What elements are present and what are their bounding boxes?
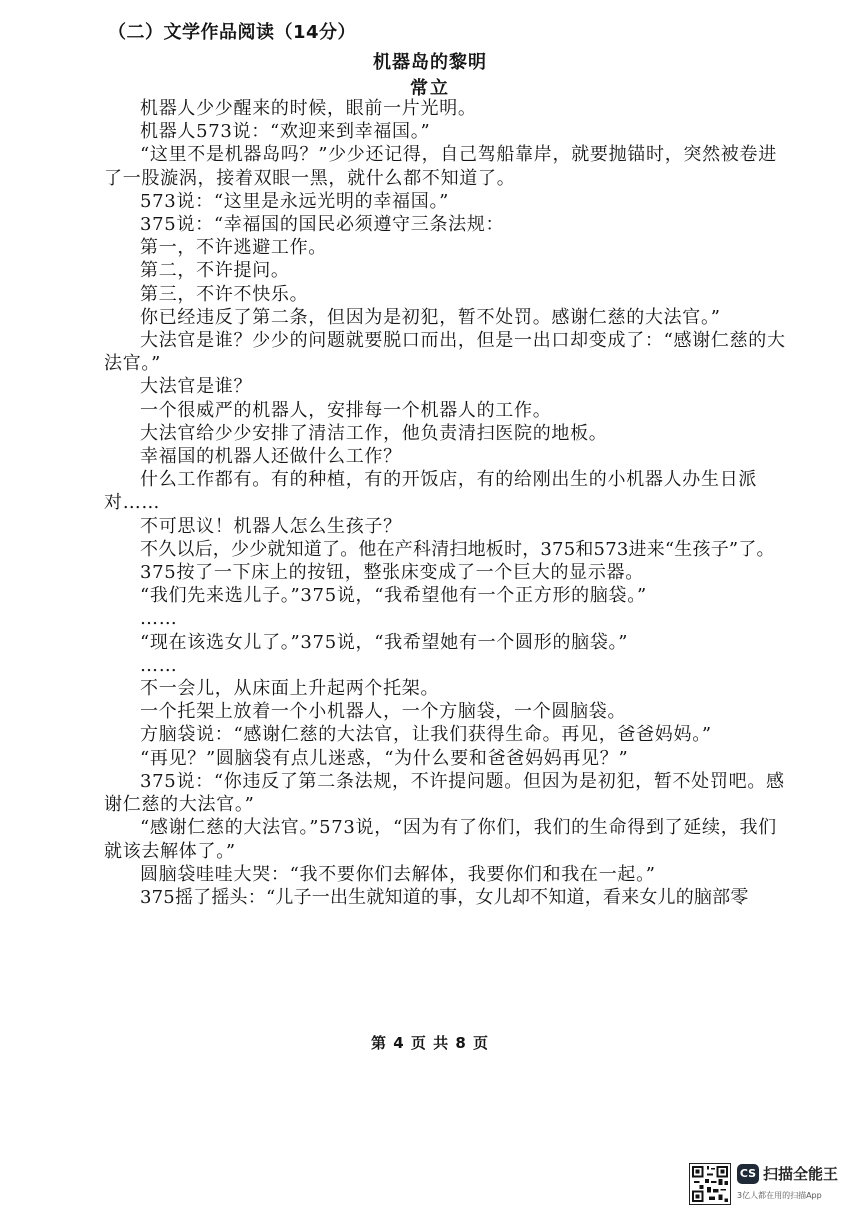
paragraph: 大法官给少少安排了清洁工作，他负责清扫医院的地板。 <box>140 422 608 444</box>
paragraph: “感谢仁慈的大法官。”573说，“因为有了你们，我们的生命得到了延续，我们就该去解体了。” <box>104 817 777 862</box>
paragraph: 375摇了摇头：“儿子一出生就知道的事，女儿却不知道，看来女儿的脑部零 <box>140 886 749 908</box>
paragraph: 375说：“你违反了第二条法规，不许提问题。但因为是初犯，暂不处罚吧。感谢仁慈的大法官。” <box>104 770 785 816</box>
paragraph: 不久以后，少少就知道了。他在产科清扫地板时，375和573进来“生孩子”了。 <box>140 538 775 560</box>
paragraph: …… <box>140 608 178 630</box>
paragraph: 一个托架上放着一个小机器人，一个方脑袋，一个圆脑袋。 <box>140 701 627 723</box>
paragraph: 机器人少少醒来的时候，眼前一片光明。 <box>140 98 477 119</box>
paragraph: 第一，不许逃避工作。 <box>140 237 327 259</box>
paragraph: 第三，不许不快乐。 <box>140 283 309 305</box>
camscanner-logo-icon: CS <box>737 1164 759 1184</box>
paragraph: 机器人573说：“欢迎来到幸福国。” <box>140 121 431 143</box>
story-title: 机器岛的黎明 <box>373 52 487 73</box>
paragraph: 不一会儿，从床面上升起两个托架。 <box>140 678 440 700</box>
brand-name: 扫描全能王 <box>763 1165 839 1183</box>
paragraph: 375说：“幸福国的国民必须遵守三条法规： <box>140 214 505 236</box>
paragraph: 一个很威严的机器人，安排每一个机器人的工作。 <box>140 399 552 421</box>
page-number: 第 4 页 共 8 页 <box>371 1034 489 1052</box>
paragraph: “这里不是机器岛吗？”少少还记得，自己驾船靠岸，就要抛锚时，突然被卷进了一股漩涡，接着双眼一黑，就什么都不知道了。 <box>104 144 777 189</box>
paragraph: 573说：“这里是永远光明的幸福国。” <box>140 190 450 212</box>
paragraph: 大法官是谁？ <box>140 376 253 398</box>
story-author: 常立 <box>410 78 450 99</box>
paragraph: 什么工作都有。有的种植，有的开饭店，有的给刚出生的小机器人办生日派对…… <box>104 469 758 514</box>
story-body <box>104 97 794 909</box>
paragraph: …… <box>140 654 178 676</box>
paragraph: 不可思议！机器人怎么生孩子？ <box>140 515 402 537</box>
section-title: （二）文学作品阅读（14分） <box>108 22 357 43</box>
paragraph: 圆脑袋哇哇大哭：“我不要你们去解体，我要你们和我在一起。” <box>140 863 656 885</box>
paragraph: 大法官是谁？少少的问题就要脱口而出，但是一出口却变成了：“感谢仁慈的大法官。” <box>104 330 786 375</box>
paragraph: 你已经违反了第二条，但因为是初犯，暂不处罚。感谢仁慈的大法官。” <box>140 306 721 328</box>
paragraph: 幸福国的机器人还做什么工作？ <box>140 446 402 468</box>
paragraph: “再见？”圆脑袋有点儿迷惑，“为什么要和爸爸妈妈再见？” <box>140 747 629 769</box>
qr-code-icon <box>689 1163 731 1205</box>
paragraph: “我们先来选儿子。”375说，“我希望他有一个正方形的脑袋。” <box>140 585 647 607</box>
paragraph: “现在该选女儿了。”375说，“我希望她有一个圆形的脑袋。” <box>140 631 629 653</box>
brand-tagline: 3亿人都在用的扫描App <box>737 1191 822 1200</box>
paragraph: 375按了一下床上的按钮，整张床变成了一个巨大的显示器。 <box>140 562 644 584</box>
paragraph: 第二，不许提问。 <box>140 260 290 282</box>
paragraph: 方脑袋说：“感谢仁慈的大法官，让我们获得生命。再见，爸爸妈妈。” <box>140 724 712 746</box>
